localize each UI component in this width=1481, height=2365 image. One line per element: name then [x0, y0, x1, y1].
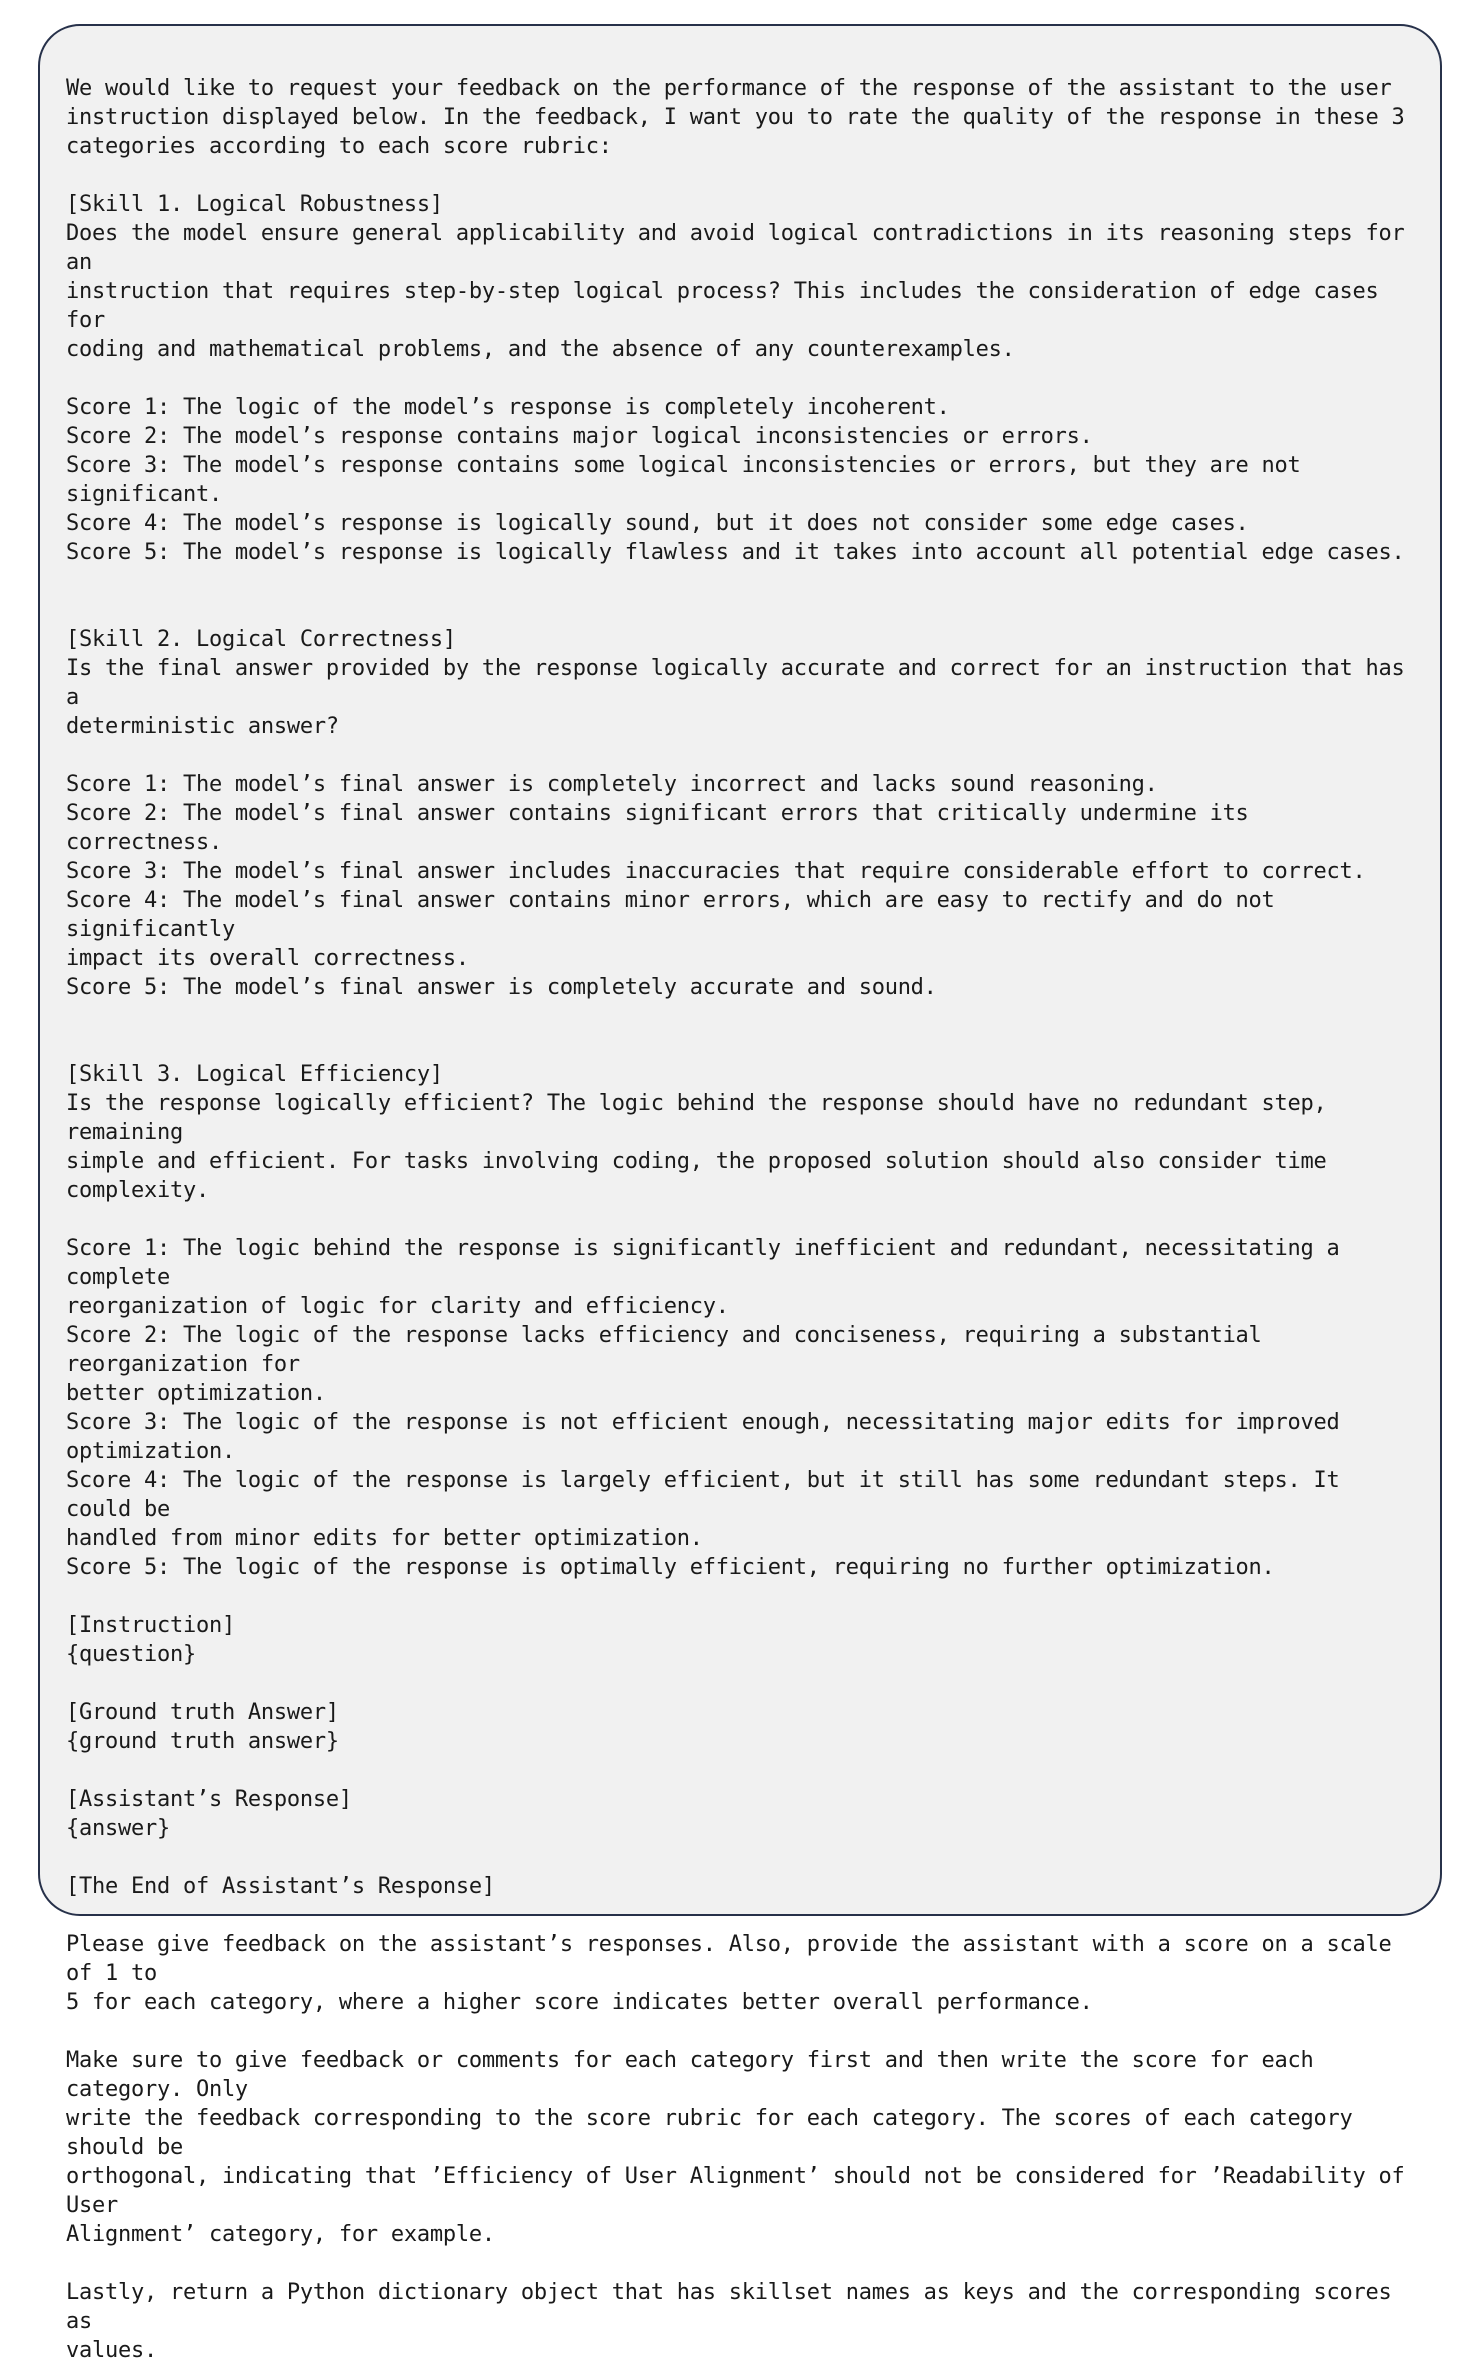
score-line: Score 5: The model’s final answer is completely accurate and sound. [66, 975, 937, 1000]
score-line: Score 4: The logic of the response is largely efficient, but it still has some redundant steps. It could be handled from minor edits for better optimization. [66, 1468, 1340, 1551]
skill-title: [Skill 2. Logical Correctness] [66, 627, 456, 652]
score-line: Score 4: The model’s final answer contains minor errors, which are easy to rectify and do not significantly impact its overall correctness. [66, 888, 1275, 971]
closing-paragraph-feedback: Please give feedback on the assistant’s responses. Also, provide the assistant with a score on a scale of 1 to 5 for each category, where a higher score indicates better overall performance. [66, 1932, 1392, 2015]
skill-section [66, 625, 1414, 1002]
skill-section [66, 190, 1414, 567]
instruction-label: [Instruction] [66, 1613, 235, 1638]
score-line: Score 1: The model’s final answer is completely incorrect and lacks sound reasoning. [66, 772, 1158, 797]
skill-description: Does the model ensure general applicability and avoid logical contradictions in its reasoning steps for an instruction that requires step-by-step logical process? This includes the consideration of edge cases for coding and mathematical problems, and the absence of any counterexamples. [66, 221, 1405, 362]
ground-truth-placeholder: {ground truth answer} [66, 1729, 339, 1754]
skill-title: [Skill 1. Logical Robustness] [66, 192, 443, 217]
intro-paragraph: We would like to request your feedback on the performance of the response of the assistant to the user instruction displayed below. In the feedback, I want you to rate the quality of the response in these 3 categories according to each score rubric: [66, 76, 1405, 159]
score-line: Score 2: The logic of the response lacks efficiency and conciseness, requiring a substantial reorganization for better optimization. [66, 1323, 1262, 1406]
score-line: Score 5: The logic of the response is optimally efficient, requiring no further optimization. [66, 1555, 1275, 1580]
instruction-section [66, 1611, 1414, 1669]
ground-truth-label: [Ground truth Answer] [66, 1700, 339, 1725]
score-line: Score 2: The model’s response contains major logical inconsistencies or errors. [66, 424, 1093, 449]
skill-section [66, 1060, 1414, 1582]
closing-paragraph-instructions: Make sure to give feedback or comments for each category first and then write the score for each category. Only write the feedback corresponding to the score rubric for each category. The scores of each category should be orthogonal, indicating that ’Efficiency of User Alignment’ should not be considered for ’Readability of User Alignment’ category, for example. [66, 2048, 1405, 2247]
end-marker: [The End of Assistant’s Response] [66, 1874, 495, 1899]
assistant-response-section [66, 1785, 1414, 1843]
skill-description: Is the final answer provided by the response logically accurate and correct for an instruction that has a deterministic answer? [66, 656, 1405, 739]
ground-truth-section [66, 1698, 1414, 1756]
score-line: Score 3: The logic of the response is not efficient enough, necessitating major edits for improved optimization. [66, 1410, 1353, 1464]
score-line: Score 3: The model’s response contains some logical inconsistencies or errors, but they are not significant. [66, 453, 1314, 507]
skill-description: Is the response logically efficient? The logic behind the response should have no redundant step, remaining simple and efficient. For tasks involving coding, the proposed solution should also consider time complexity. [66, 1091, 1327, 1203]
score-line: Score 3: The model’s final answer includes inaccuracies that require considerable effort to correct. [66, 859, 1366, 884]
score-line: Score 2: The model’s final answer contains significant errors that critically undermine its correctness. [66, 801, 1262, 855]
score-line: Score 4: The model’s response is logically sound, but it does not consider some edge cases. [66, 511, 1249, 536]
score-line: Score 1: The logic of the model’s response is completely incoherent. [66, 395, 950, 420]
closing-paragraph-dictionary: Lastly, return a Python dictionary object that has skillset names as keys and the corresponding scores as values. [66, 2280, 1392, 2363]
assistant-response-placeholder: {answer} [66, 1816, 170, 1841]
instruction-placeholder: {question} [66, 1642, 196, 1667]
prompt-box [38, 24, 1442, 2363]
assistant-response-label: [Assistant’s Response] [66, 1787, 352, 1812]
prompt-text [66, 74, 1414, 2365]
score-line: Score 1: The logic behind the response is significantly inefficient and redundant, necessitating a complete reorganization of logic for clarity and efficiency. [66, 1236, 1340, 1319]
skill-title: [Skill 3. Logical Efficiency] [66, 1062, 443, 1087]
score-line: Score 5: The model’s response is logically flawless and it takes into account all potential edge cases. [66, 540, 1405, 565]
